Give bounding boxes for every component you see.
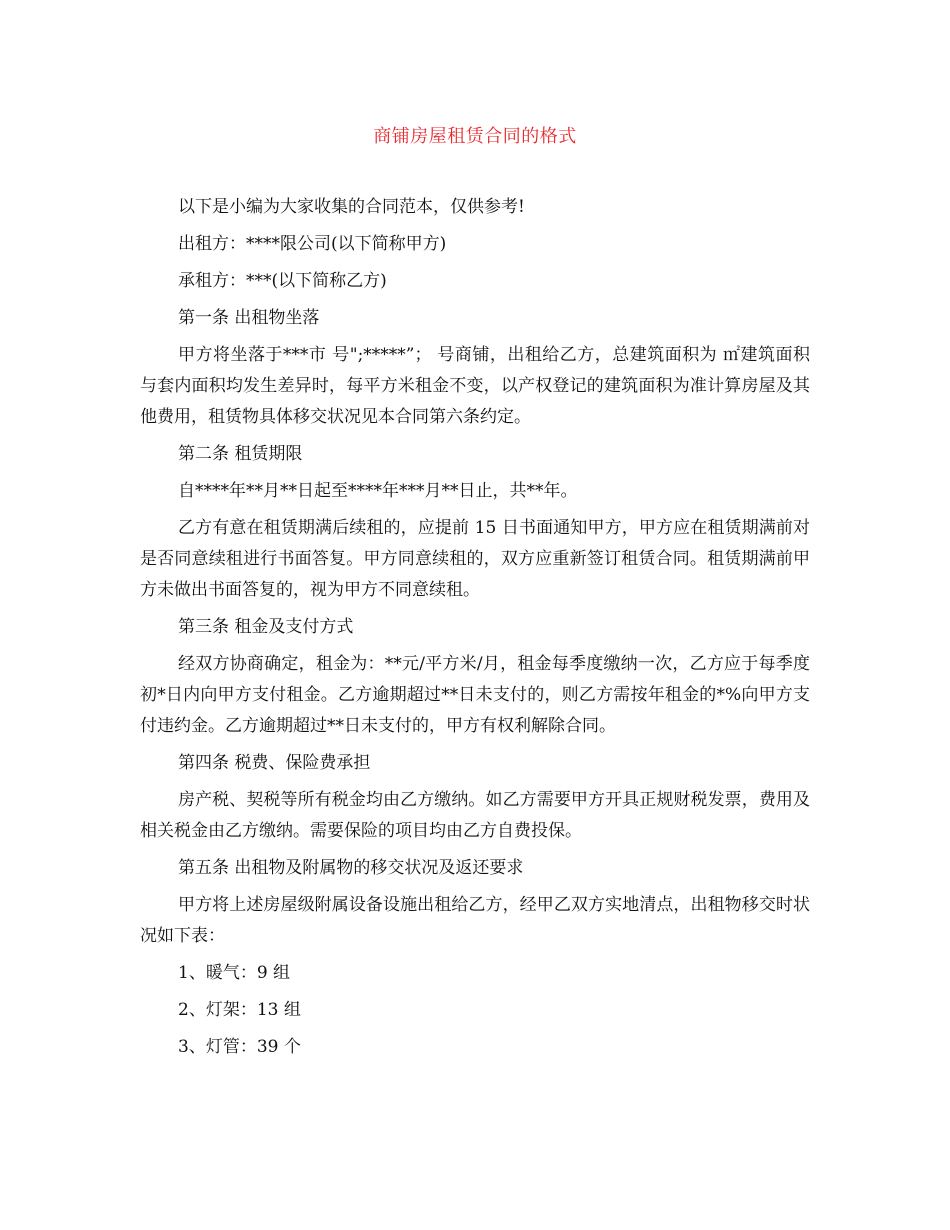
- document-title: 商铺房屋租赁合同的格式: [373, 126, 577, 147]
- article-4-heading: 第四条 税费、保险费承担: [178, 753, 371, 773]
- article-2-heading: 第二条 租赁期限: [178, 444, 303, 464]
- intro-paragraph: 以下是小编为大家收集的合同范本，仅供参考!: [178, 197, 525, 217]
- document-body: [140, 192, 810, 1069]
- article-3-heading: 第三条 租金及支付方式: [178, 617, 354, 637]
- list-item-heating: 1、暖气：9 组: [178, 963, 291, 983]
- article-2-renewal: 乙方有意在租赁期满后续租的，应提前 15 日书面通知甲方，甲方应在租赁期满前对是否同意续租进行书面答复。甲方同意续租的，双方应重新签订租赁合同。租赁期满前甲方未做出书面答复的，视为甲方不同意续租。: [140, 518, 810, 600]
- list-item-light-tubes: 3、灯管：39 个: [178, 1037, 301, 1057]
- article-1-text: 甲方将坐落于***市 号";*****”； 号商铺，出租给乙方，总建筑面积为 ㎡建筑面积与套内面积均发生差异时，每平方米租金不变，以产权登记的建筑面积为准计算房屋及其他费用，租赁物具体移交状况见本合同第六条约定。: [140, 345, 810, 427]
- article-5-text: 甲方将上述房屋级附属设备设施出租给乙方，经甲乙双方实地清点，出租物移交时状况如下表：: [140, 895, 810, 946]
- list-item-light-frames: 2、灯架：13 组: [178, 1000, 301, 1020]
- lessee-line: 承租方：***(以下简称乙方): [178, 271, 387, 291]
- article-4-text: 房产税、契税等所有税金均由乙方缴纳。如乙方需要甲方开具正规财税发票，费用及相关税金由乙方缴纳。需要保险的项目均由乙方自费投保。: [140, 790, 810, 841]
- article-1-heading: 第一条 出租物坐落: [178, 308, 320, 328]
- article-3-text: 经双方协商确定，租金为：**元/平方米/月，租金每季度缴纳一次，乙方应于每季度初*日内向甲方支付租金。乙方逾期超过**日未支付的，则乙方需按年租金的*%向甲方支付违约金。乙方逾期超过**日未支付的，甲方有权利解除合同。: [140, 654, 810, 736]
- article-5-heading: 第五条 出租物及附属物的移交状况及返还要求: [178, 858, 524, 878]
- lessor-line: 出租方：****限公司(以下简称甲方): [178, 234, 447, 254]
- article-2-term: 自****年**月**日起至****年***月**日止，共**年。: [178, 481, 578, 501]
